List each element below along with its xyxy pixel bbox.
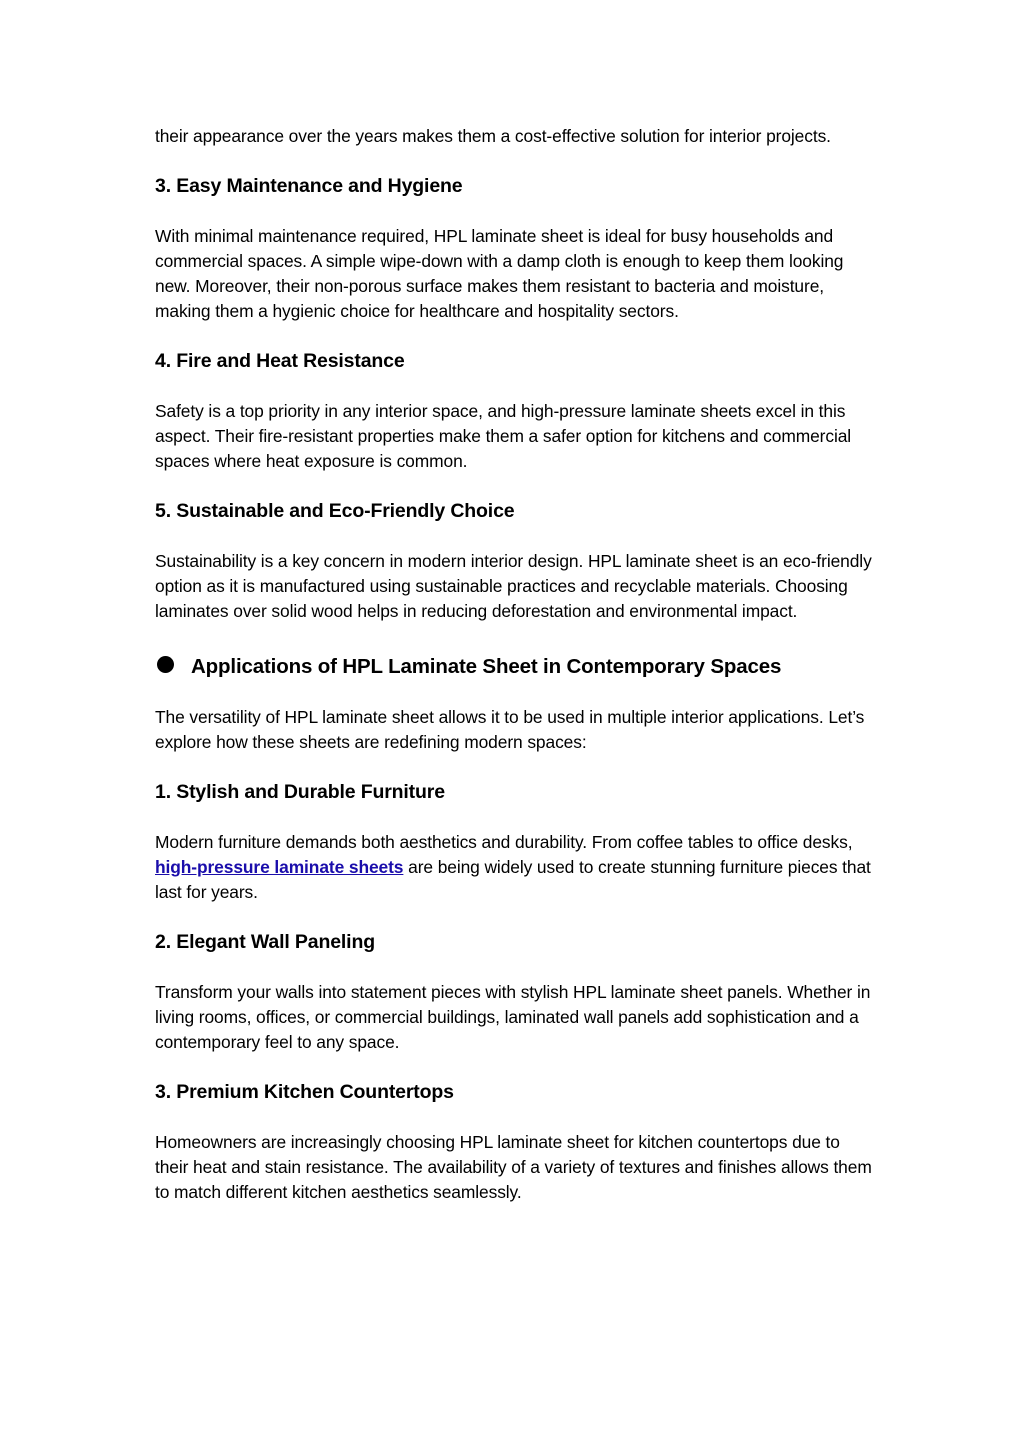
applications-intro-paragraph: The versatility of HPL laminate sheet allows it to be used in multiple interior applications. Let’s explore how these sheets are redefining modern spaces: — [155, 707, 865, 752]
benefit-heading-sustainable: 5. Sustainable and Eco-Friendly Choice — [155, 500, 515, 522]
furniture-body-start: Modern furniture demands both aesthetics and durability. From coffee tables to office desks, — [155, 832, 853, 852]
applications-title-text: Applications of HPL Laminate Sheet in Contemporary Spaces — [191, 655, 782, 678]
benefit-heading-fire: 4. Fire and Heat Resistance — [155, 350, 405, 372]
application-body-wall: Transform your walls into statement pieces with stylish HPL laminate sheet panels. Whether in living rooms, offices, or commercial buildings, laminated wall panels add sophistication and a contemporary feel to any space. — [155, 982, 871, 1052]
applications-section-title — [155, 653, 875, 681]
application-heading-wall: 2. Elegant Wall Paneling — [155, 931, 375, 953]
application-heading-kitchen: 3. Premium Kitchen Countertops — [155, 1081, 454, 1103]
application-body-furniture — [155, 830, 875, 905]
intro-continued-paragraph: their appearance over the years makes them a cost-effective solution for interior projects. — [155, 126, 831, 146]
high-pressure-laminate-link[interactable]: high-pressure laminate sheets — [155, 857, 404, 877]
benefit-body-sustainable: Sustainability is a key concern in modern interior design. HPL laminate sheet is an eco-friendly option as it is manufactured using sustainable practices and recyclable materials. Choosing laminates over solid wood helps in reducing deforestation and environmental impact. — [155, 551, 872, 621]
application-heading-furniture: 1. Stylish and Durable Furniture — [155, 781, 445, 803]
furniture-body-end: are being widely used to create stunning furniture pieces that last for years. — [155, 857, 871, 902]
bullet-icon — [157, 656, 174, 673]
benefit-body-maintenance: With minimal maintenance required, HPL laminate sheet is ideal for busy households and commercial spaces. A simple wipe-down with a damp cloth is enough to keep them looking new. Moreover, their non-porous surface makes them resistant to bacteria and moisture, making them a hygienic choice for healthcare and hospitality sectors. — [155, 226, 844, 321]
benefit-body-fire: Safety is a top priority in any interior space, and high-pressure laminate sheets excel in this aspect. Their fire-resistant properties make them a safer option for kitchens and commercial spaces where heat exposure is common. — [155, 401, 852, 471]
document-page — [155, 124, 875, 1205]
application-body-kitchen: Homeowners are increasingly choosing HPL laminate sheet for kitchen countertops due to their heat and stain resistance. The availability of a variety of textures and finishes allows them to match different kitchen aesthetics seamlessly. — [155, 1132, 872, 1202]
benefit-heading-maintenance: 3. Easy Maintenance and Hygiene — [155, 175, 463, 197]
